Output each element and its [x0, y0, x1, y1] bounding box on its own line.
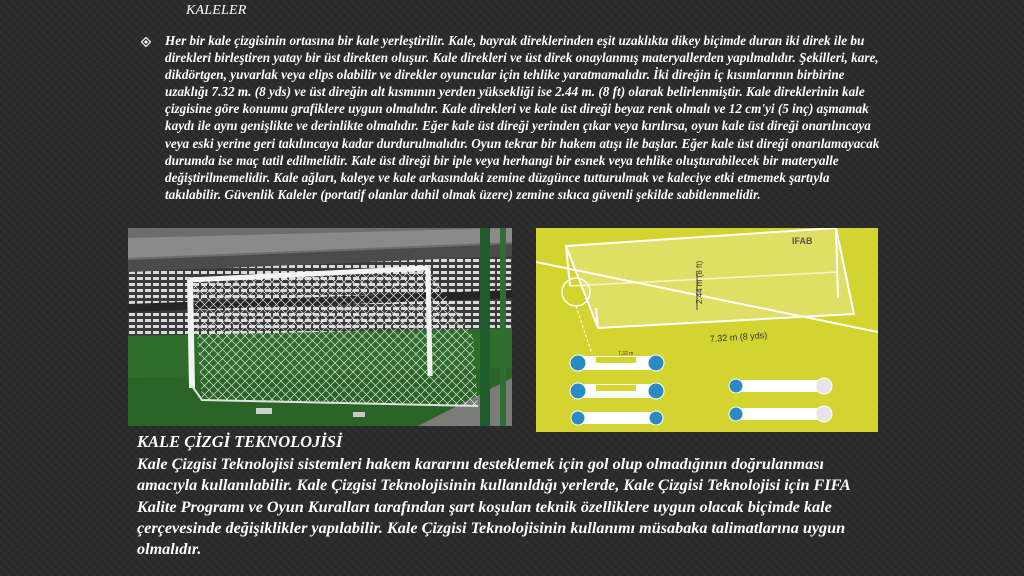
post-detail-diagram-3 — [571, 411, 663, 425]
ifab-goal-diagram — [536, 228, 878, 432]
post-detail-diagram-2 — [570, 383, 664, 399]
goals-paragraph: Her bir kale çizgisinin ortasına bir kale yerleştirilir. Kale, bayrak direklerinden eşit uzaklıkta dikey biçimde duran iki direk ile bu direkleri birleştiren yatay bir üst direkten oluşur. Kale direkleri ve üst direk onaylanmış materyallerden yapılmalıdır. Şekilleri, kare, dikdörtgen, yuvarlak veya elips olabilir ve direkler oyuncular için tehlike yaratmamalıdır. İki direğin iç kısımlarının birbirine uzaklığı 7.32 m. (8 yds) ve üst direğin alt kısmının yerden yüksekliği ise 2.44 m. (8 ft) olarak belirlenmiştir. Kale direklerinin kale çizgisine göre konumu grafiklere uygun olmalıdır. Kale direkleri ve kale üst direği beyaz renk olmalı ve 12 cm'yi (5 inç) aşmamak kaydı ile aynı genişlikte ve derinlikte olmalıdır. Eğer kale üst direği yerinden çıkar veya kırılırsa, oyun kale üst direği onarılıncaya veya eski yerine geri takılıncaya kadar durdurulmalıdır. Oyun tekrar bir hakem atışı ile başlar. Eğer kale üst direği onarılamayacak durumda ise maç tatil edilmelidir. Kale üst direği bir iple veya herhangi bir esnek veya tehlike oluşturabilecek bir materyalle değiştirilmemelidir. Kale ağları, kaleye ve kale arkasındaki zemine düzgünce tutturulmak ve kaleciye etki etmemek şartıyla takılabilir. Güvenlik Kaleler (portatif olanlar dahil olmak üzere) zemine sıkıca güvenli şekilde sabitlenmelidir. — [165, 33, 880, 202]
goal-line-technology-paragraph: Kale Çizgisi Teknolojisi sistemleri hakem kararını desteklemek için gol olup olmadığının doğrulanması amacıyla kullanılabilir. Kale Çizgisi Teknolojisinin kullanıldığı yerlerde, Kale Çizgisi Teknolojisi için FIFA Kalite Programı ve Oyun Kuralları tarafından şart koşulan teknik özelliklere uygun olacak biçimde kale çerçevesinde değişiklikler yapılabilir. Kale Çizgisi Teknolojisinin kullanımı müsabaka talimatlarına uygun olmalıdır. — [137, 455, 850, 559]
section-heading-kaleler: KALELER — [186, 3, 247, 18]
small-width-label: 7.32 m — [618, 351, 634, 357]
diamond-bullet-icon — [141, 35, 151, 51]
stadium-goal-photo — [128, 228, 512, 426]
height-label: 2.44 m (8 ft) — [695, 260, 704, 304]
goal-line-technology-title: KALE ÇİZGİ TEKNOLOJİSİ — [137, 432, 343, 451]
ifab-logo: IFAB — [792, 236, 813, 246]
post-detail-diagram-1 — [570, 355, 664, 371]
post-detail-diagram-4 — [729, 378, 832, 394]
post-detail-diagram-5 — [729, 406, 832, 422]
width-label: 7.32 m (8 yds) — [709, 330, 768, 344]
